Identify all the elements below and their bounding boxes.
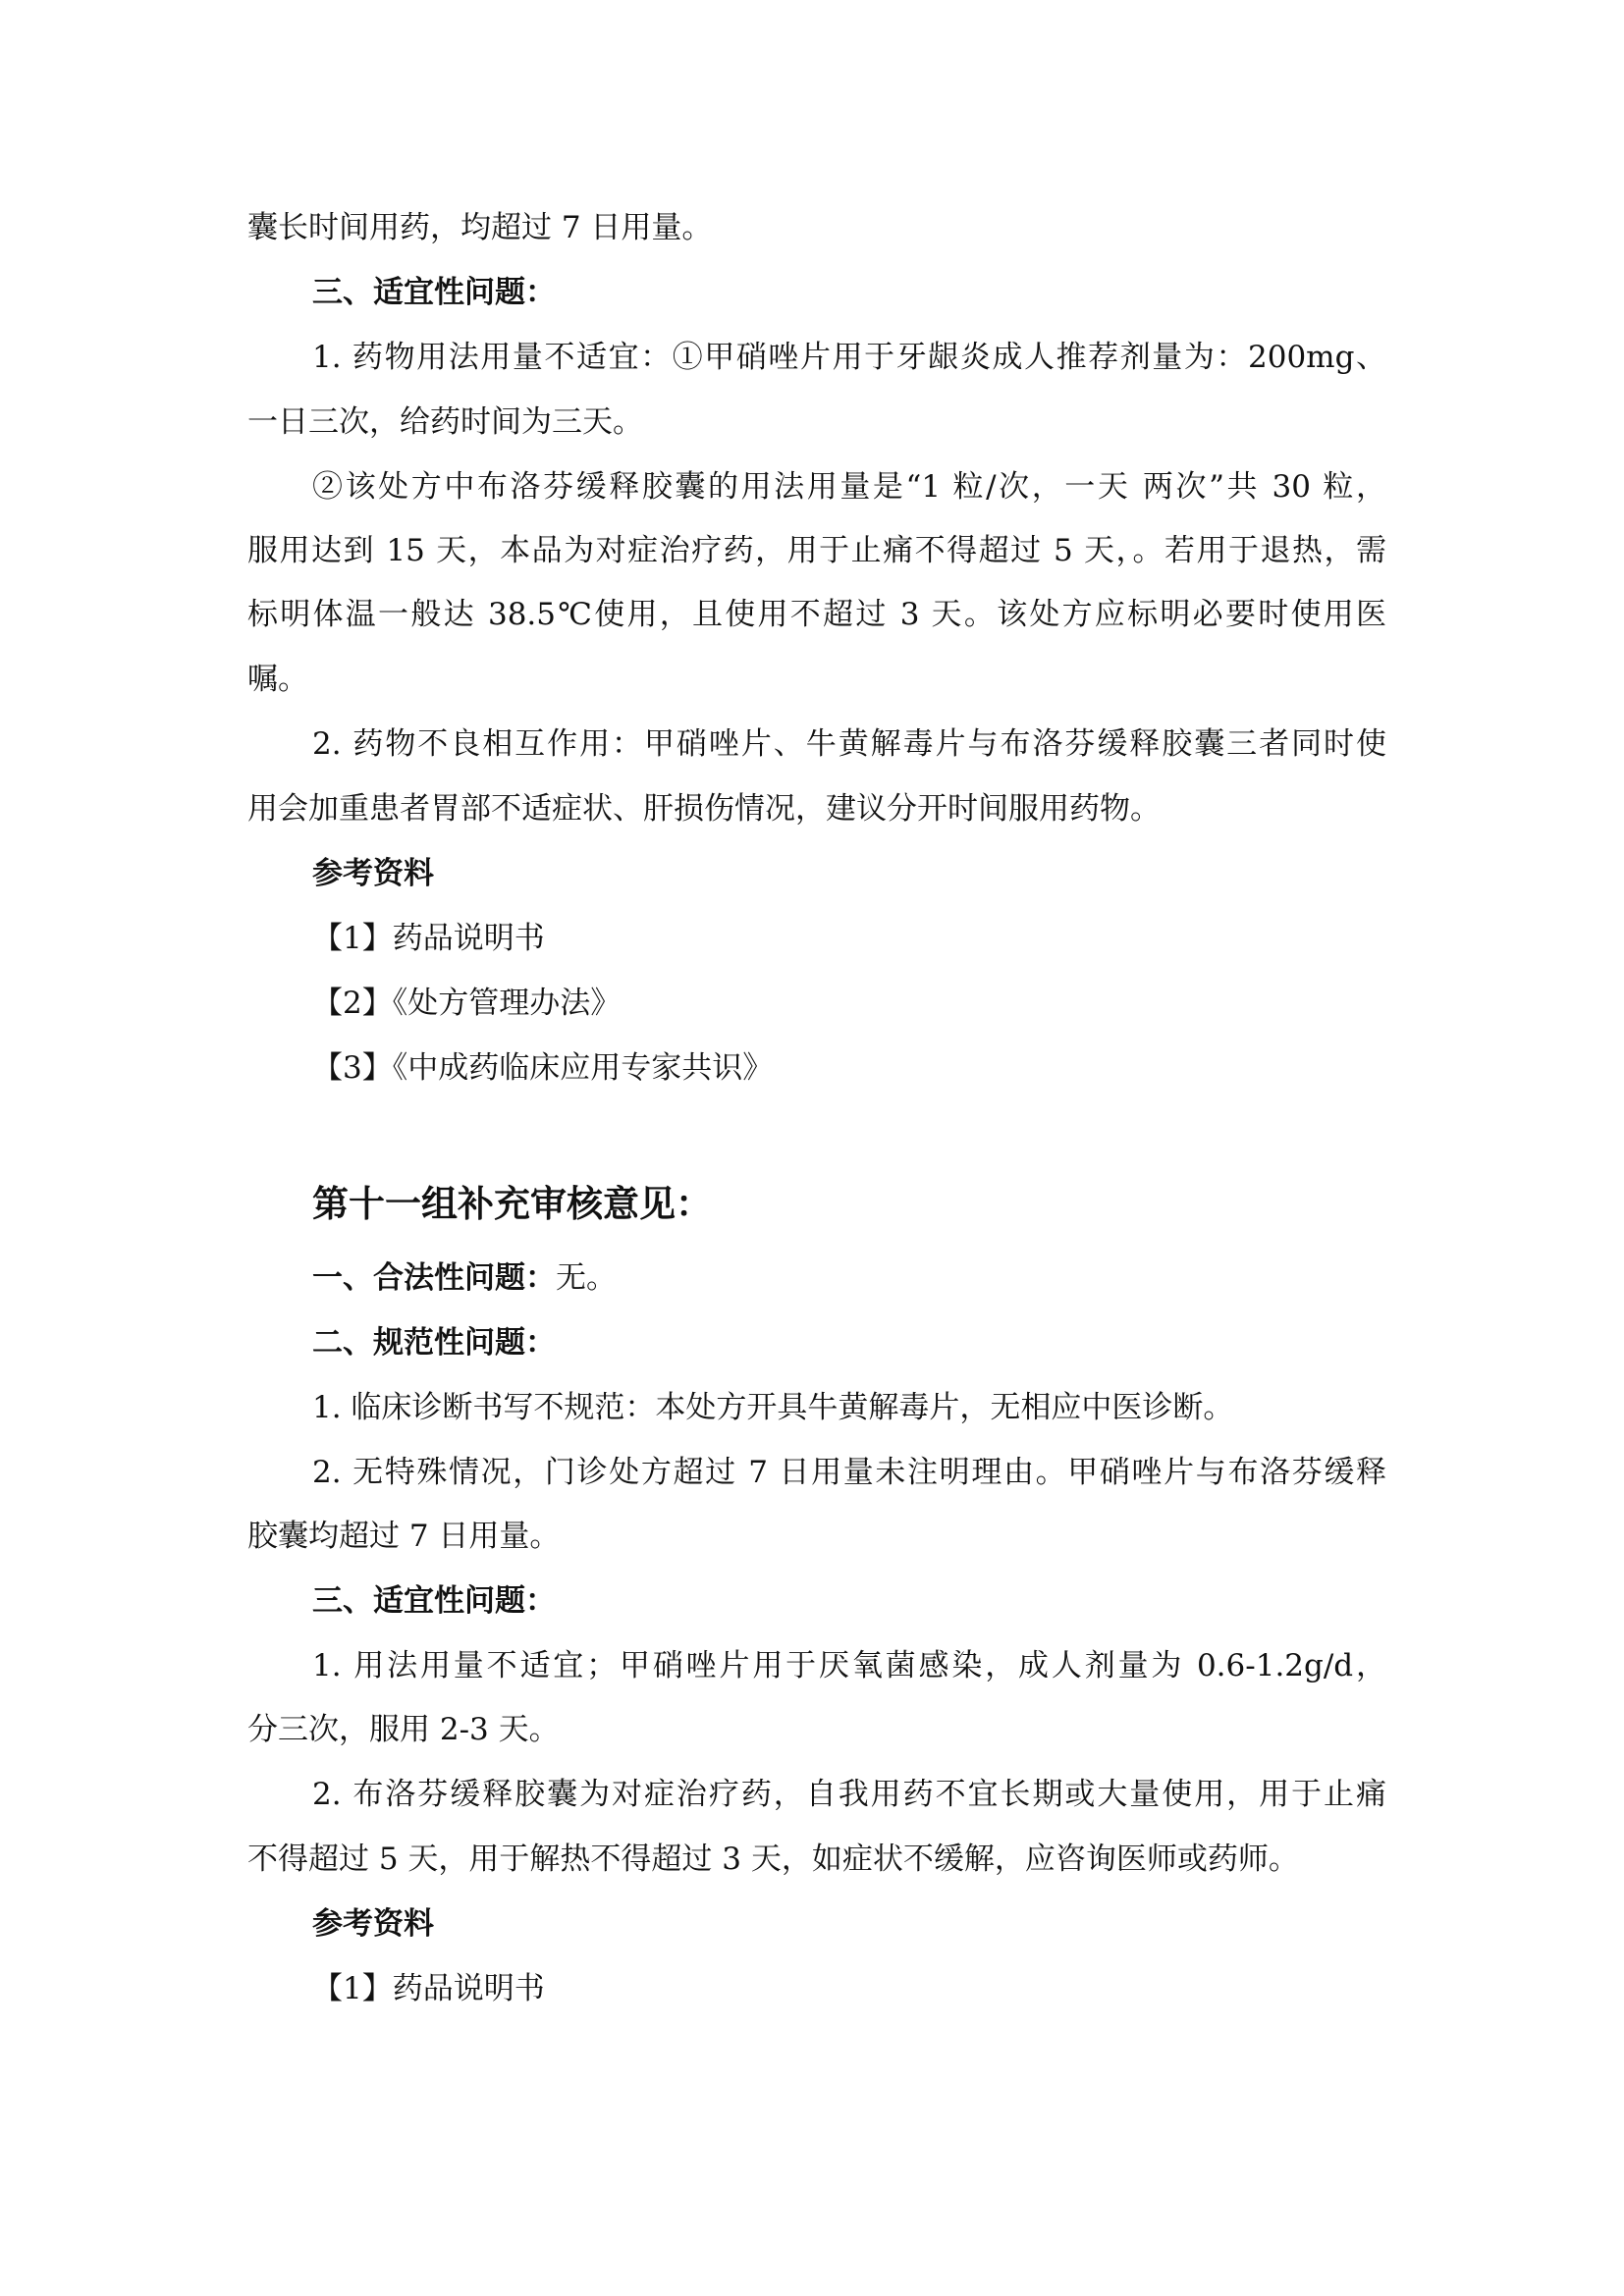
suitability-heading: 三、适宜性问题：	[312, 275, 556, 310]
paragraph-line: 2. 无特殊情况，门诊处方超过 7 日用量未注明理由。甲硝唑片与布洛芬缓释	[312, 1455, 1386, 1490]
paragraph-line: 1. 药物用法用量不适宜：①甲硝唑片用于牙龈炎成人推荐剂量为：200mg、	[312, 340, 1386, 375]
legality-heading: 一、合法性问题：	[312, 1260, 556, 1296]
reference-item: 【1】药品说明书	[312, 921, 545, 956]
paragraph-line: 用会加重患者胃部不适症状、肝损伤情况，建议分开时间服用药物。	[247, 791, 1161, 827]
reference-item: 【1】药品说明书	[312, 1971, 545, 2006]
references-heading: 参考资料	[312, 856, 434, 891]
section-title: 第十一组补充审核意见：	[312, 1182, 712, 1225]
suitability-heading: 三、适宜性问题：	[312, 1583, 556, 1619]
paragraph-line: 2. 布洛芬缓释胶囊为对症治疗药，自我用药不宜长期或大量使用，用于止痛	[312, 1777, 1386, 1812]
paragraph-line: 不得超过 5 天，用于解热不得超过 3 天，如症状不缓解，应咨询医师或药师。	[247, 1842, 1299, 1877]
paragraph-line: 胶囊均超过 7 日用量。	[247, 1519, 561, 1554]
paragraph-line: 嘱。	[247, 662, 308, 697]
legality-value: 无。	[556, 1260, 617, 1296]
continuation-text: 囊长时间用药，均超过 7 日用量。	[247, 210, 713, 245]
reference-item: 【2】《处方管理办法》	[312, 986, 622, 1021]
normative-heading: 二、规范性问题：	[312, 1325, 556, 1361]
paragraph-line: 标明体温一般达 38.5℃使用，且使用不超过 3 天。该处方应标明必要时使用医	[247, 597, 1386, 632]
legality-row	[312, 1258, 617, 1298]
paragraph-line: 2. 药物不良相互作用：甲硝唑片、牛黄解毒片与布洛芬缓释胶囊三者同时使	[312, 726, 1386, 762]
paragraph-line: 一日三次，给药时间为三天。	[247, 404, 643, 440]
references-heading: 参考资料	[312, 1906, 434, 1942]
paragraph-line: 1. 临床诊断书写不规范：本处方开具牛黄解毒片，无相应中医诊断。	[312, 1390, 1234, 1425]
paragraph-line: 服用达到 15 天，本品为对症治疗药，用于止痛不得超过 5 天，。若用于退热，需	[247, 533, 1386, 568]
reference-item: 【3】《中成药临床应用专家共识》	[312, 1050, 774, 1086]
paragraph-line: 1. 用法用量不适宜；甲硝唑片用于厌氧菌感染，成人剂量为 0.6-1.2g/d，	[312, 1648, 1386, 1683]
paragraph-line: ②该处方中布洛芬缓释胶囊的用法用量是“1 粒/次，一天 两次”共 30 粒，	[312, 469, 1386, 505]
paragraph-line: 分三次，服用 2-3 天。	[247, 1712, 560, 1747]
